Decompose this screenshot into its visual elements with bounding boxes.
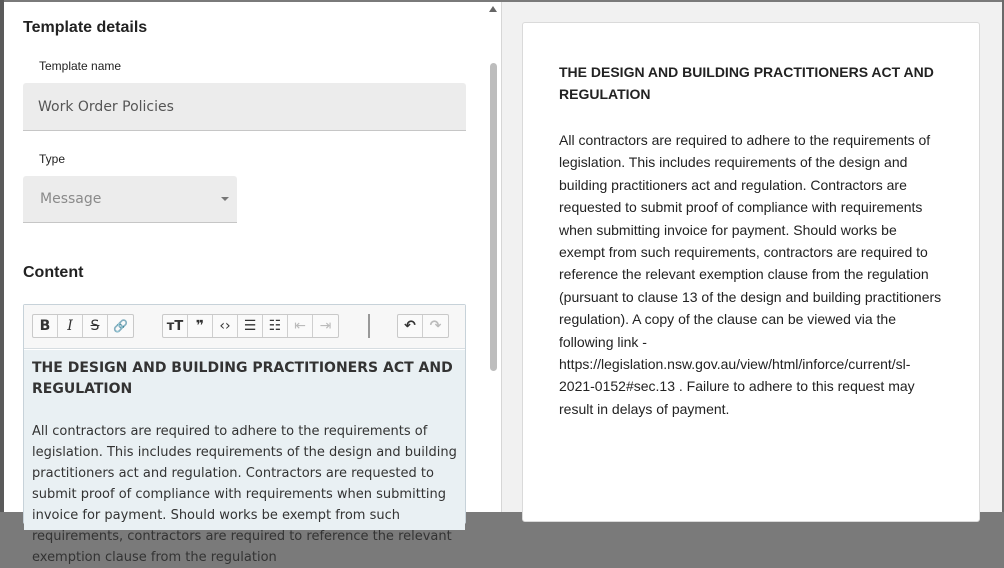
preview-paragraph: All contractors are required to adhere to the requirements of legislation. This includes requirements of the design and building practitioners act and regulation. Contractors are requested to submit proof of compliance with requirements when submitting invoice for payment. Should works be exempt from such requirements, contractors are required to reference the relevant exemption clause from the regulation (pursuant to clause 13 of the design and building practitioners regulation). A copy of the clause can be viewed via the following link - https://legislation.nsw.gov.au/view/html/inforce/current/sl-2021-0152#sec.13 . Failure to adhere to this request may result in delays of payment.: [559, 132, 942, 417]
chevron-down-icon: [221, 197, 229, 201]
type-select[interactable]: [23, 176, 237, 223]
editor-heading: THE DESIGN AND BUILDING PRACTITIONERS ACT AND REGULATION: [32, 360, 453, 397]
italic-button[interactable]: I: [58, 315, 83, 337]
template-editor-dialog: [4, 2, 1002, 565]
bullet-list-button[interactable]: ☰: [238, 315, 263, 337]
numbered-list-button[interactable]: ☷: [263, 315, 288, 337]
bold-button[interactable]: B: [33, 315, 58, 337]
editor-content-area[interactable]: [24, 350, 465, 565]
toolbar-separator: [368, 314, 370, 338]
template-name-input[interactable]: Work Order Policies: [23, 83, 466, 131]
indent-button[interactable]: ⇥: [319, 318, 332, 334]
preview-card: [522, 22, 980, 522]
template-name-label: Template name: [39, 59, 122, 73]
format-group: [32, 314, 134, 338]
editor-paragraph: All contractors are required to adhere to the requirements of legislation. This includes requirements of the design and building practitioners act and regulation. Contractors are requested to submit proof of compliance with requirements when submitting invoice for payment. Should works be exempt from such requirements, contractors are required to reference the relevant exemption clause from the regulation: [32, 424, 457, 565]
code-button[interactable]: ‹›: [213, 315, 238, 337]
editor-toolbar: [24, 305, 465, 349]
preview-heading: THE DESIGN AND BUILDING PRACTITIONERS ACT AND REGULATION: [559, 64, 934, 102]
scroll-up-arrow-icon[interactable]: [489, 6, 497, 12]
link-button[interactable]: 🔗: [113, 319, 128, 333]
content-title: Content: [23, 264, 84, 281]
block-group: [162, 314, 339, 338]
redo-button[interactable]: ↷: [429, 318, 442, 334]
heading-button[interactable]: тТ: [163, 315, 188, 337]
scrollbar-thumb[interactable]: [490, 63, 497, 371]
strikethrough-button[interactable]: S: [83, 315, 108, 337]
rich-text-editor: [23, 304, 466, 565]
type-label: Type: [39, 152, 66, 166]
outdent-button[interactable]: ⇤: [288, 315, 313, 337]
undo-button[interactable]: ↶: [398, 315, 423, 337]
template-form-pane: [4, 2, 501, 565]
history-group: [397, 314, 449, 338]
quote-button[interactable]: ❞: [188, 315, 213, 337]
type-select-value: Message: [40, 191, 102, 207]
template-details-title: Template details: [23, 19, 148, 36]
preview-pane: [502, 2, 1002, 512]
